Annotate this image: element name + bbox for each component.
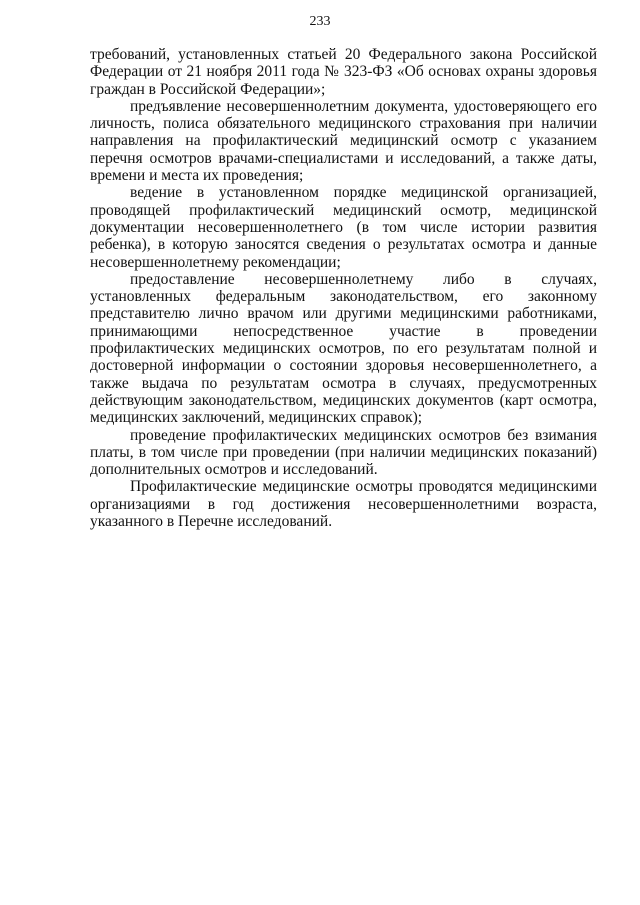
- page-number: 233: [309, 14, 331, 29]
- paragraph-examination-timing: Профилактические медицинские осмотры проводятся медицинскими организациями в год достижения несовершеннолетними возраста, указанного в Перечне исследований.: [90, 478, 597, 531]
- paragraph-continuation: требований, установленных статьей 20 Федерального закона Российской Федерации от 21 ноября 2011 года № 323-ФЗ «Об основах охраны здоровья граждан в Российской Федерации»;: [90, 46, 597, 98]
- document-body: [90, 46, 597, 530]
- paragraph-document-presentation: предъявление несовершеннолетним документа, удостоверяющего его личность, полиса обязательного медицинского страхования при наличии направления на профилактический медицинский осмотр с указанием перечня осмотров врачами-специалистами и исследований, а также даты, времени и места их проведения;: [90, 97, 597, 185]
- paragraph-medical-records: ведение в установленном порядке медицинской организацией, проводящей профилактический медицинский осмотр, медицинской документации несовершеннолетнего (в том числе истории развития ребенка), в которую заносятся сведения о результатах осмотра и данные несовершеннолетнему рекомендации;: [90, 184, 597, 271]
- paragraph-information-provision: предоставление несовершеннолетнему либо в случаях, установленных федеральным законодательством, его законному представителю лично врачом или другими медицинскими работниками, принимающими непосредственное участие в проведении профилактических медицинских осмотров, по его результатам полной и достоверной информации о состоянии здоровья несовершеннолетнего, а также выдача по результатам осмотра в случаях, предусмотренных действующим законодательством, медицинских документов (карт осмотра, медицинских заключений, медицинских справок);: [90, 270, 597, 427]
- paragraph-free-of-charge: проведение профилактических медицинских осмотров без взимания платы, в том числе при проведении (при наличии медицинских показаний) дополнительных осмотров и исследований.: [90, 426, 597, 479]
